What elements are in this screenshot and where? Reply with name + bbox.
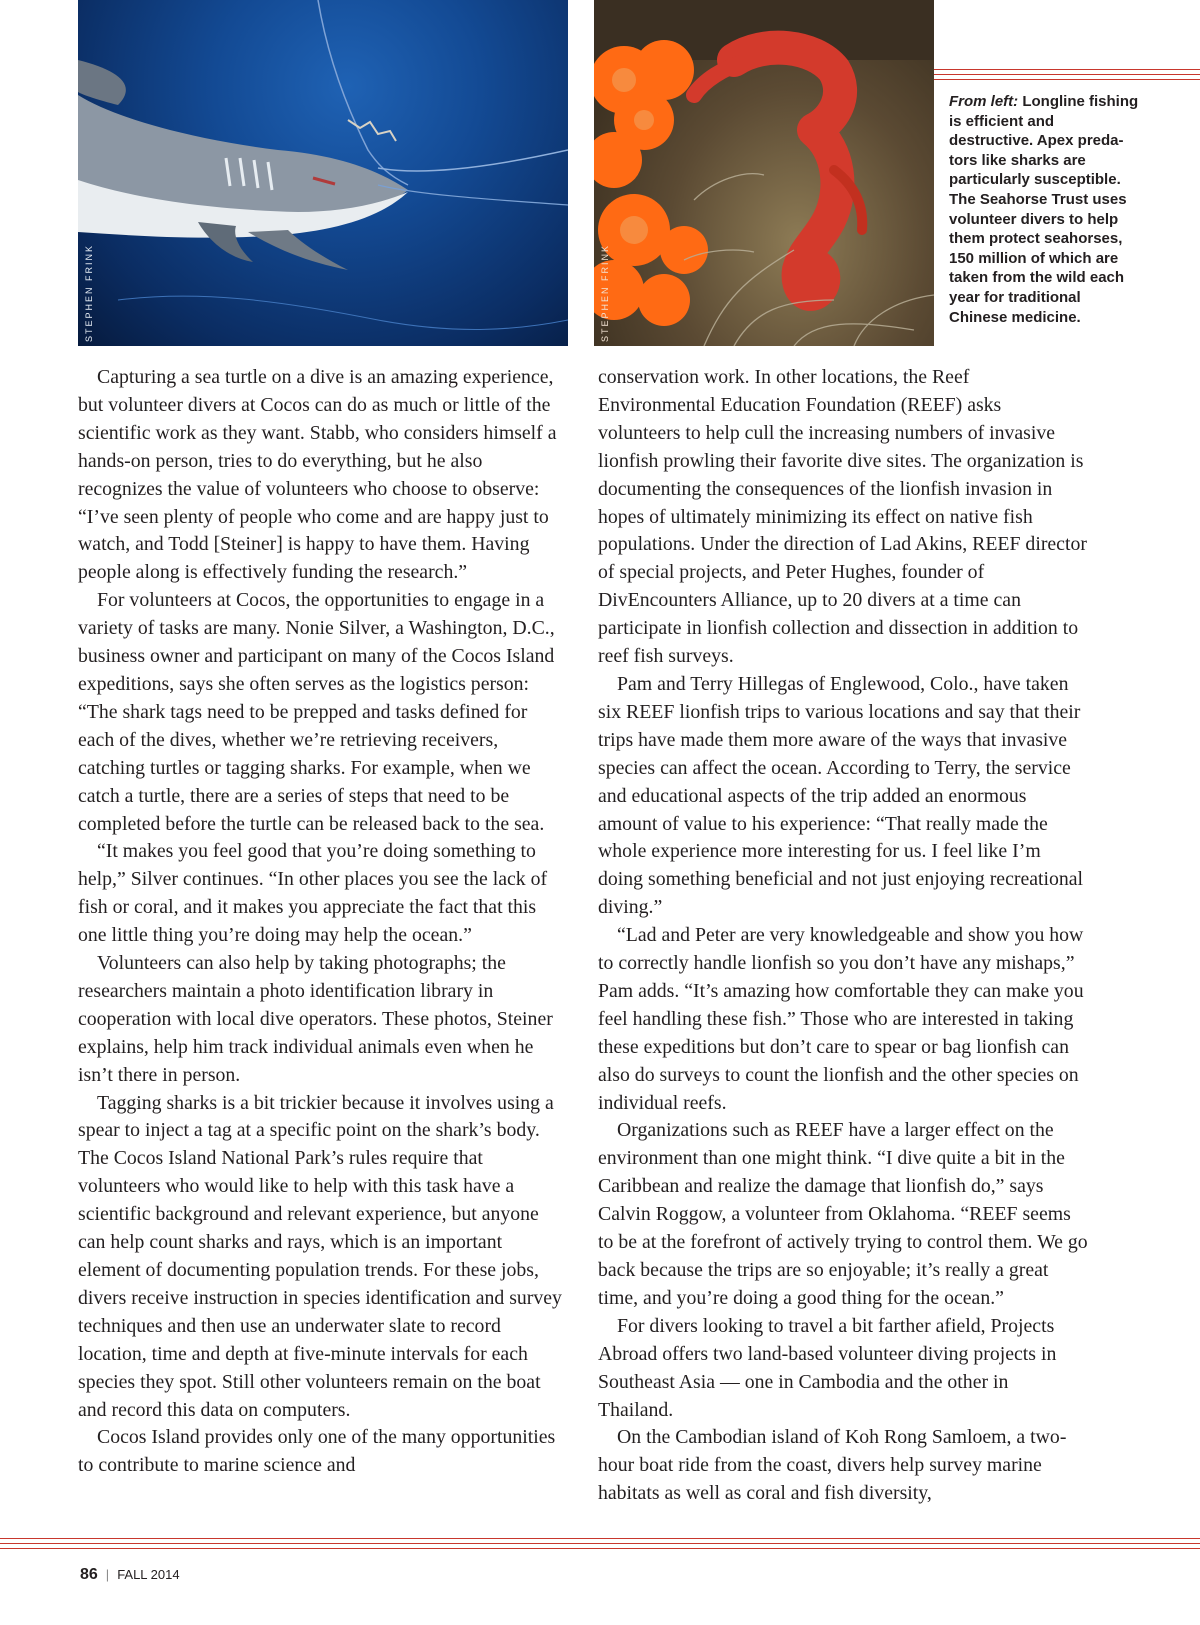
caption-lead: From left: xyxy=(949,93,1019,110)
article-paragraph: “Lad and Peter are very knowledgeable and show you how to correctly handle lionfish so you don’t have any mishaps,” Pam adds. “It’s amazing how comfortable they can make you feel handling these fish.” Those who are interested in taking these expeditions but don’t care to spear or bag lionfish can also do surveys to count the lionfish and the other species on individual reefs. xyxy=(598,924,1084,1114)
caption-text-1: Longline fishing is efficient and destructive. Apex preda-tors like sharks are particularly susceptible. xyxy=(949,93,1139,189)
issue-label: FALL 2014 xyxy=(117,1567,180,1582)
article-paragraph: Tagging sharks is a bit trickier because it involves using a spear to inject a tag at a specific point on the shark’s body. The Cocos Island National Park’s rules require that volunteers who would like to help with this task have a scientific background and relevant experience, but anyone can help count sharks and rays, which is an important element of documenting population trends. For these jobs, divers receive instruction in species identification and survey techniques and then use an underwater slate to record location, time and depth at five-minute intervals for each species they spot. Still other volunteers remain on the boat and record this data on computers. xyxy=(78,1091,562,1421)
article-paragraph-continued: conservation work. In other locations, the Reef Environmental Education Foundation (REEF) asks volunteers to help cull the increasing numbers of invasive lionfish prowling their favorite dive sites. The organization is documenting the consequences of the lionfish invasion in hopes of ultimately minimizing its effect on native fish populations. Under the direction of Lad Akins, REEF director of special projects, and Peter Hughes, founder of DivEncounters Alliance, up to 20 divers at a time can participate in lionfish collection and dissection in addition to reef fish surveys. xyxy=(598,366,1087,668)
caption-text-2: The Seahorse Trust uses volunteer divers to help them protect seahorses, 150 million of which are taken from the wild each year for traditional Chinese medicine. xyxy=(949,190,1127,326)
photo-credit-left: STEPHEN FRINK xyxy=(84,243,94,342)
article-paragraph: Organizations such as REEF have a larger effect on the environment than one might think. “I dive quite a bit in the Caribbean and realize the damage that lionfish do,” says Calvin Roggow, a volunteer from Oklahoma. “REEF seems to be at the forefront of actively trying to control them. We go back because the trips are so enjoyable; it’s really a great time, and you’re doing a good thing for the ocean.” xyxy=(598,1119,1088,1309)
article-paragraph: For volunteers at Cocos, the opportunities to engage in a variety of tasks are many. Nonie Silver, a Washington, D.C., business owner and participant on many of the Cocos Island expeditions, says she often serves as the logistics person: “The shark tags need to be prepped and tasks defined for each of the dives, whether we’re retrieving receivers, catching turtles or tagging sharks. For example, when we catch a turtle, there are a series of steps that need to be completed before the turtle can be released back to the sea. xyxy=(78,589,555,835)
top-accent-rule xyxy=(934,69,1200,70)
bottom-accent-rule xyxy=(0,1538,1200,1539)
article-paragraph: On the Cambodian island of Koh Rong Samloem, a two-hour boat ride from the coast, divers help survey marine habitats as well as coral and fish diversity, xyxy=(598,1426,1067,1505)
article-paragraph: Capturing a sea turtle on a dive is an amazing experience, but volunteer divers at Cocos can do as much or little of the scientific work as they want. Stabb, who considers himself a hands-on person, tries to do everything, but he also recognizes the value of volunteers who choose to observe: “I’ve seen plenty of people who come and are happy just to watch, and Todd [Steiner] is happy to have them. Having people along is effectively funding the research.” xyxy=(78,366,557,584)
article-paragraph: For divers looking to travel a bit farther afield, Projects Abroad offers two land-based volunteer diving projects in Southeast Asia — one in Cambodia and the other in Thailand. xyxy=(598,1314,1057,1421)
folio-separator: | xyxy=(105,1567,110,1582)
article-paragraph: Volunteers can also help by taking photographs; the researchers maintain a photo identification library in cooperation with local dive operators. These photos, Steiner explains, help him track individual animals even when he isn’t there in person. xyxy=(78,952,553,1086)
shark-longline-photo xyxy=(78,0,568,346)
article-paragraph: “It makes you feel good that you’re doing something to help,” Silver continues. “In other places you see the lack of fish or coral, and it makes you appreciate the fact that this one little thing you’re doing may help the ocean.” xyxy=(78,840,548,947)
photo-caption xyxy=(949,92,1139,327)
article-right-column xyxy=(598,364,1088,1508)
seahorse-illustration xyxy=(594,0,934,346)
photo-credit-right: STEPHEN FRINK xyxy=(600,243,610,342)
page-folio xyxy=(80,1566,180,1584)
page-number: 86 xyxy=(80,1566,98,1583)
seahorse-photo xyxy=(594,0,934,346)
article-paragraph: Pam and Terry Hillegas of Englewood, Colo., have taken six REEF lionfish trips to various locations and say that their trips have made them more aware of the ways that invasive species can affect the ocean. According to Terry, the service and educational aspects of the trip added an enormous amount of value to his experience: “That really made the whole experience more interesting for us. I feel like I’m doing something beneficial and not just enjoying recreational diving.” xyxy=(598,672,1084,919)
top-accent-rule xyxy=(934,74,1200,75)
article-left-column xyxy=(78,364,565,1480)
top-accent-rule xyxy=(934,79,1200,80)
article-paragraph: Cocos Island provides only one of the many opportunities to contribute to marine science and xyxy=(78,1426,556,1477)
shark-illustration xyxy=(78,0,568,346)
bottom-accent-rule xyxy=(0,1543,1200,1544)
bottom-accent-rule xyxy=(0,1548,1200,1549)
